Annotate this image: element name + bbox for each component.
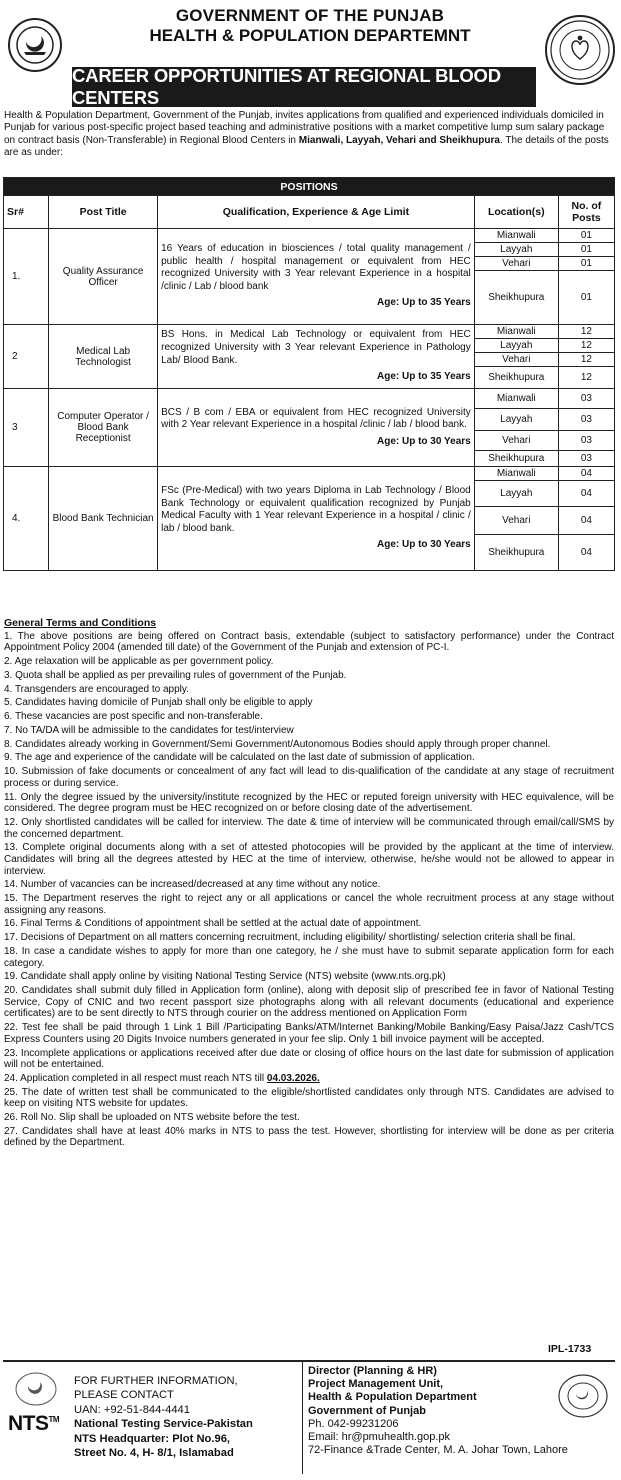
term-item: 14. Number of vacancies can be increased/decreased at any time without any notice. [4, 879, 381, 891]
punjab-government-logo [8, 18, 62, 72]
post-count: 04 [558, 535, 614, 571]
deadline-text: 24. Application completed in all respect must reach NTS till [4, 1072, 267, 1084]
contact-address: NTS Headquarter: Plot No.96, [74, 1432, 231, 1445]
intro-tail: . The details of the posts are as under: [4, 134, 609, 159]
post-count: 03 [558, 389, 614, 409]
contact-title: Director (Planning & HR) [308, 1365, 437, 1377]
term-item: 17. Decisions of Department on all matters concerning recruitment, including eligibility/ shortlisting/ selection criteria shall be final. [4, 932, 576, 944]
qualification-cell [158, 467, 475, 571]
intro-cities: Mianwali, Layyah, Vehari and Sheikhupura [298, 134, 500, 146]
location: Layyah [474, 481, 558, 507]
term-item: 3. Quota shall be applied as per prevailing rules of government of the Punjab. [4, 669, 347, 681]
department-title: HEALTH & POPULATION DEPARTEMNT [149, 26, 471, 45]
term-item: 13. Complete original documents along with a set of attested photocopies will be provided by the applicant at the time of interview. Candidates will bring all the degrees attested by HEC at the time of interview, otherwise, he/she would not be allowed to appear in interview. [4, 842, 614, 877]
location: Mianwali [474, 389, 558, 409]
post-title: Blood Bank Technician [49, 467, 158, 571]
qualification-text: BCS / B com / EBA or equivalent from HEC recognized University with 2 Year relevant Experience in a hospital /clinic / lab / blood bank. [161, 406, 471, 431]
contact-government: Government of Punjab [308, 1404, 426, 1417]
term-item: 18. In case a candidate wishes to apply for more than one category, he / she must have to submit separate application form for each category. [4, 946, 614, 969]
term-item: 9. The age and experience of the candidate will be calculated on the last date of submission of application. [4, 752, 475, 764]
serial-number: 4. [4, 467, 49, 571]
qualification-cell [158, 325, 475, 389]
table-row [4, 325, 615, 339]
age-limit: Age: Up to 30 Years [376, 435, 471, 447]
term-item: 5. Candidates having domicile of Punjab shall only be eligible to apply [4, 697, 313, 709]
age-limit: Age: Up to 35 Years [376, 297, 471, 309]
intro-paragraph [4, 110, 614, 160]
term-item: 19. Candidate shall apply online by visiting National Testing Service (NTS) website (www.nts.org.pk) [4, 971, 446, 983]
post-count: 04 [558, 481, 614, 507]
nts-logo [8, 1412, 59, 1436]
serial-number: 2 [4, 325, 49, 389]
location: Mianwali [474, 229, 558, 243]
term-item: 27. Candidates shall have at least 40% marks in NTS to pass the test. However, shortlisting for interview will be done as per criteria defined by the Department. [4, 1125, 614, 1149]
qualification-cell [158, 389, 475, 467]
post-title: Computer Operator / Blood Bank Receptionist [49, 389, 158, 467]
qualification-cell [158, 229, 475, 325]
location: Mianwali [474, 467, 558, 481]
location: Vehari [474, 507, 558, 535]
contact-address: Street No. 4, H- 8/1, Islamabad [74, 1447, 234, 1460]
post-title: Medical Lab Technologist [49, 325, 158, 389]
location: Vehari [474, 353, 558, 367]
term-item: 20. Candidates shall submit duly filled in Application form (online), along with deposit slip of prescribed fee in favor of National Testing Service, Copy of CNIC and two recent passport size photographs along with all relevant documents (educational and experience certificates) are to be sent directly to NTS through courier on the address mentioned on Application Form [4, 985, 614, 1020]
footer-divider [3, 1360, 615, 1362]
term-item: 6. These vacancies are post specific and non-transferable. [4, 711, 263, 723]
post-count: 12 [558, 367, 614, 389]
contact-email[interactable]: Email: hr@pmuhealth.gop.pk [308, 1431, 451, 1444]
term-item: 7. No TA/DA will be admissible to the candidates for test/interview [4, 724, 294, 736]
table-row [4, 467, 615, 481]
career-banner: CAREER OPPORTUNITIES AT REGIONAL BLOOD CENTERS [72, 67, 536, 107]
column-header: Sr# [4, 196, 49, 229]
location: Sheikhupura [474, 535, 558, 571]
post-count: 03 [558, 431, 614, 451]
term-item: 26. Roll No. Slip shall be uploaded on NTS website before the test. [4, 1112, 300, 1124]
nts-contact [74, 1374, 304, 1460]
serial-number: 3 [4, 389, 49, 467]
government-title: GOVERNMENT OF THE PUNJAB [175, 6, 445, 25]
nts-trademark: TM [48, 1415, 60, 1424]
footer-vertical-divider [302, 1362, 303, 1474]
positions-heading: POSITIONS [4, 178, 615, 196]
term-item: 22. Test fee shall be paid through 1 Link 1 Bill /Participating Banks/ATM/Internet Banking/Mobile Banking/Easy Paisa/Jazz Cash/TCS Express Counters using 20 Digits Invoice numbers generated in your fee slip. Only 1 bill invoice payment will be accepted. [4, 1022, 614, 1045]
term-item: 10. Submission of fake documents or concealment of any fact will lead to dis-qualification of the candidate at any stage of recruitment process or during service. [4, 766, 614, 789]
location: Vehari [474, 431, 558, 451]
contact-phone: Ph. 042-99231206 [308, 1417, 399, 1430]
location: Mianwali [474, 325, 558, 339]
post-count: 12 [558, 325, 614, 339]
term-item: 2. Age relaxation will be applicable as per government policy. [4, 655, 274, 667]
punjab-seal-icon [12, 1370, 60, 1408]
nts-logo-text: NTS [8, 1412, 49, 1435]
term-item: 11. Only the degree issued by the university/institute recognized by the HEC or reputed foreign university with HEC equivalence, will be considered. The degree program must be HEC recognized on or before closing date of the advertisement. [4, 791, 614, 815]
post-count: 01 [558, 271, 614, 325]
column-header: Qualification, Experience & Age Limit [158, 196, 475, 229]
serial-number: 1. [4, 229, 49, 325]
location: Layyah [474, 409, 558, 431]
location: Layyah [474, 339, 558, 353]
deadline-date: 04.03.2026. [266, 1072, 320, 1084]
contact-department: Health & Population Department [308, 1391, 477, 1404]
location: Sheikhupura [474, 271, 558, 325]
contact-org: National Testing Service-Pakistan [74, 1418, 253, 1431]
post-count: 03 [558, 451, 614, 467]
health-department-logo [545, 15, 615, 85]
post-count: 01 [558, 243, 614, 257]
age-limit: Age: Up to 30 Years [376, 539, 471, 551]
term-item: 12. Only shortlisted candidates will be called for interview. The date & time of interview will be communicated through email/call/SMS by the concerned department. [4, 816, 614, 840]
term-item: 4. Transgenders are encouraged to apply. [4, 683, 189, 695]
post-count: 12 [558, 353, 614, 367]
positions-table [3, 177, 615, 571]
table-header-row [4, 196, 615, 229]
post-count: 01 [558, 229, 614, 243]
contact-unit: Project Management Unit, [308, 1378, 444, 1391]
age-limit: Age: Up to 35 Years [376, 371, 471, 383]
contact-address: 72-Finance &Trade Center, M. A. Johar Town, Lahore [308, 1444, 568, 1457]
term-item-deadline [4, 1073, 614, 1085]
location: Layyah [474, 243, 558, 257]
terms-section [4, 618, 614, 1151]
table-row [4, 389, 615, 409]
column-header: No. of Posts [558, 196, 614, 229]
term-item: 1. The above positions are being offered on Contract basis, extendable (subject to satisfactory performance) under the Contract Appointment Policy 2004 (amended till date) of the Government of the Punjab and extension of PC-I. [4, 630, 614, 654]
column-header: Location(s) [474, 196, 558, 229]
contact-phone: UAN: +92-51-844-4441 [74, 1403, 190, 1416]
post-count: 04 [558, 507, 614, 535]
column-header: Post Title [49, 196, 158, 229]
location: Sheikhupura [474, 367, 558, 389]
qualification-text: 16 Years of education in biosciences / total quality management / public health / hospital management or equivalent from HEC recognized University with 3 Year relevant Experience in a hospital /clinic / Lab / blood bank [161, 243, 471, 292]
terms-heading: General Terms and Conditions [4, 617, 157, 629]
post-title: Quality Assurance Officer [49, 229, 158, 325]
qualification-text: FSc (Pre-Medical) with two years Diploma in Lab Technology / Blood Bank Technology or equivalent qualification recognized by Punjab Medical Faculty with 1 Year relevant Experience in a hospital / clinic / lab / blood bank. [161, 485, 471, 534]
contact-line: PLEASE CONTACT [74, 1389, 174, 1402]
location: Sheikhupura [474, 451, 558, 467]
post-count: 04 [558, 467, 614, 481]
post-count: 03 [558, 409, 614, 431]
term-item: 16. Final Terms & Conditions of appointment shall be settled at the actual date of appointment. [4, 918, 422, 930]
contact-line: FOR FURTHER INFORMATION, [74, 1375, 238, 1387]
term-item: 8. Candidates already working in Government/Semi Government/Autonomous Bodies should apply through proper channel. [4, 738, 551, 750]
ipl-number: IPL-1733 [548, 1343, 592, 1355]
term-item: 15. The Department reserves the right to reject any or all applications or cancel the whole recruitment process at any stage without assigning any reasons. [4, 893, 614, 916]
post-count: 01 [558, 257, 614, 271]
table-row [4, 229, 615, 243]
qualification-text: BS Hons. in Medical Lab Technology or equivalent from HEC recognized University with 3 Year relevant Experience in Pathology Lab/ Blood Bank. [161, 329, 471, 366]
location: Vehari [474, 257, 558, 271]
term-item: 25. The date of written test shall be communicated to the eligible/shortlisted candidates only through NTS. Candidates are advised to keep on visiting NTS website for updates. [4, 1086, 614, 1110]
health-department-seal-icon [556, 1372, 610, 1420]
term-item: 23. Incomplete applications or applications received after due date or closing of office hours on the last date for submission of application will not be entertained. [4, 1047, 614, 1071]
intro-text: Health & Population Department, Government of the Punjab, invites applications from qualified and experienced individuals domiciled in Punjab for various post-specific project based teaching and administrative positions with a market competitive lump sum salary package on contract basis (Non-Transferable) in Regional Blood Centers in [4, 110, 605, 146]
post-count: 12 [558, 339, 614, 353]
